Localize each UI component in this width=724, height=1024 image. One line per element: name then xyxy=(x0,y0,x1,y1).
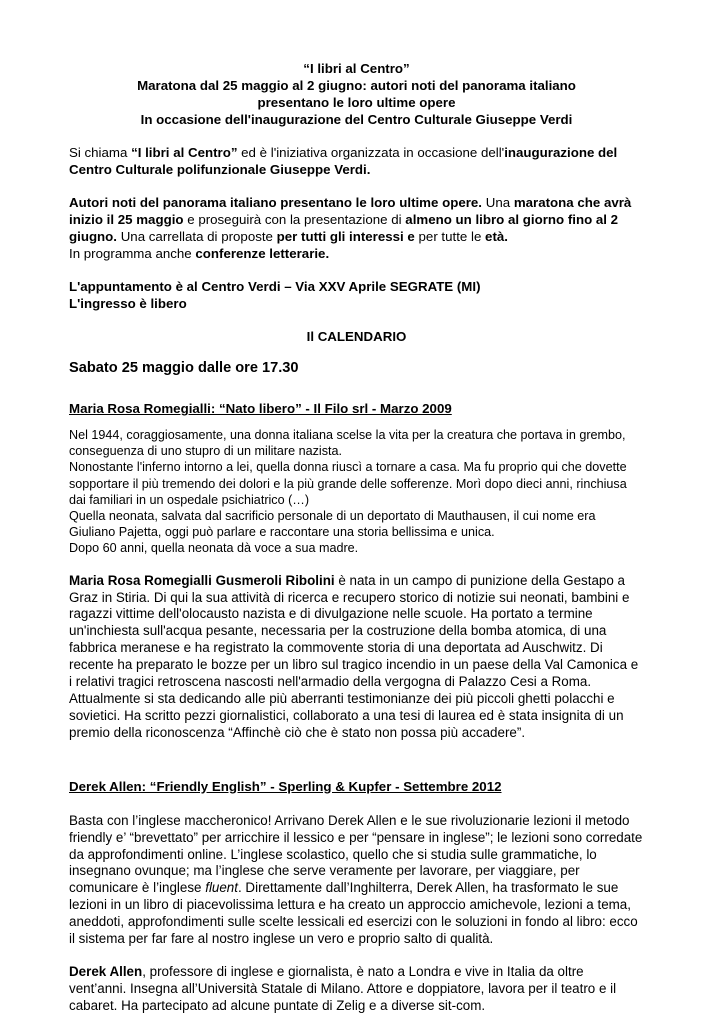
book2-author-bio xyxy=(69,964,644,1015)
intro-text: ed è l'iniziativa organizzata in occasione dell' xyxy=(237,145,505,160)
intro-bold: “I libri al Centro” xyxy=(131,145,238,160)
book1-desc-line: Nonostante l'inferno intorno a lei, quella donna riuscì a tornare a casa. Ma fu proprio qui che dovette sopportare il più tremendo dei dolori e la più grande delle sofferenze. Morì dopo dieci anni, rinchiusa dai familiari in un ospedale psichiatrico (…) xyxy=(69,460,627,507)
intro-bold: età. xyxy=(485,229,508,244)
intro-text: e proseguirà con la presentazione di xyxy=(183,212,406,227)
document-page xyxy=(69,60,644,1015)
book2-desc-text: . Direttamente dall’Inghilterra, Derek Allen, ha trasformato le sue lezioni in un libro di piacevolissima lettura e ha creato un approccio amichevole, lezioni a tema, aneddoti, approfondimenti sulle scelte lessicali ed esercizi con le soluzioni in fondo al libro: ecco il sistema per far fare al nostro inglese un vero e proprio salto di qualità. xyxy=(69,880,638,947)
book1-desc-line: Dopo 60 anni, quella neonata dà voce a sua madre. xyxy=(69,541,359,556)
calendar-date: Sabato 25 maggio dalle ore 17.30 xyxy=(69,360,299,376)
book2-title: Derek Allen: “Friendly English” - Sperling & Kupfer - Settembre 2012 xyxy=(69,778,502,794)
book1-title: Maria Rosa Romegialli: “Nato libero” - Il Filo srl - Marzo 2009 xyxy=(69,401,452,416)
venue-line: L'appuntamento è al Centro Verdi – Via XXV Aprile SEGRATE (MI) xyxy=(69,279,481,294)
intro-text: Una carrellata di proposte xyxy=(117,229,277,244)
book2-author-name: Derek Allen xyxy=(69,963,143,979)
intro-paragraph-1 xyxy=(69,144,644,178)
book2-desc-text: Basta con l’inglese maccheronico! Arrivano Derek Allen e le sue rivoluzionarie lezioni il metodo friendly e’ “brevettato” per arricchire il lessico e per “pensare in inglese”; le lezioni sono corredate da approfondimenti online. L’inglese scolastico, quello che si studia sulle grammatiche, lo insegnano ovunque; ma l’inglese che serve veramente per lavorare, per viaggiare, per comunicare è l’inglese xyxy=(69,812,643,896)
header-subtitle-3: In occasione dell'inaugurazione del Centro Culturale Giuseppe Verdi xyxy=(140,112,573,127)
book1-author-name: Maria Rosa Romegialli Gusmeroli Ribolini xyxy=(69,572,335,588)
intro-text: Una xyxy=(482,195,514,210)
book2-author-text: , professore di inglese e giornalista, è nato a Londra e vive in Italia da oltre vent’anni. Insegna all’Università Statale di Milano. Attore e doppiatore, lavora per il teatro e il cabaret. Ha partecipato ad alcune puntate di Zelig e a diverse sit-com. xyxy=(69,963,617,1013)
calendar-title: Il CALENDARIO xyxy=(306,329,407,344)
header-subtitle-2: presentano le loro ultime opere xyxy=(257,95,456,110)
intro-text: Si chiama xyxy=(69,145,132,160)
book1-description xyxy=(69,427,644,557)
intro-paragraph-2 xyxy=(69,194,644,262)
book1-author-text: è nata in un campo di punizione della Gestapo a Graz in Stiria. Di qui la sua attività di ricerca e recupero storico di notizie sui neonati, bambini e ragazzi vittime dell'olocausto nazista e di divulgazione nelle scuole. Ha portato a termine un'inchiesta sull'acqua pesante, necessaria per la costruzione della bomba atomica, di una fabbrica meranese e ha registrato la commovente storia di una deportata ad Auschwitz. Di recente ha preparato le bozze per un libro sul tragico incendio in un paese della Val Camonica e i relativi tragici retroscena nascosti nell'armadio della vergogna di Palazzo Cesi a Roma. Attualmente si sta dedicando alle più aberranti testimonianze dei più piccoli ghetti polacchi e sovietici. Ha scritto pezzi giornalistici, collaborato a una tesi di laurea ed è stata insignita di un premio della riconoscenza “Affinchè ciò che è stato non possa più accadere”. xyxy=(69,572,639,740)
intro-paragraph-3 xyxy=(69,278,644,312)
intro-bold: per tutti gli interessi e xyxy=(276,229,415,244)
book2-description xyxy=(69,813,644,948)
book2-desc-italic: fluent xyxy=(205,880,238,896)
header-title: “I libri al Centro” xyxy=(303,61,410,76)
book1-desc-line: Nel 1944, coraggiosamente, una donna italiana scelse la vita per la creatura che portava in grembo, conseguenza di uno stupro di un militare nazista. xyxy=(69,428,626,459)
intro-bold: inaugurazione del Centro Culturale polifunzionale Giuseppe Verdi. xyxy=(69,145,618,177)
intro-bold: Autori noti del panorama italiano presentano le loro ultime opere. xyxy=(69,195,483,210)
intro-text: per tutte le xyxy=(414,229,486,244)
document-header xyxy=(69,60,644,128)
intro-bold: conferenze letterarie. xyxy=(195,246,330,261)
book1-desc-line: Quella neonata, salvata dal sacrificio personale di un deportato di Mauthausen, il cui nome era Giuliano Pajetta, oggi può parlare e raccontare una storia bellissima e unica. xyxy=(69,509,596,540)
header-subtitle-1: Maratona dal 25 maggio al 2 giugno: autori noti del panorama italiano xyxy=(137,78,576,93)
entry-line: L'ingresso è libero xyxy=(69,296,187,311)
book1-author-bio xyxy=(69,573,644,742)
intro-bold: almeno un libro al giorno fino al 2 giugno. xyxy=(69,212,619,244)
intro-bold: maratona che avrà inizio il 25 maggio xyxy=(69,195,632,227)
intro-text: In programma anche xyxy=(69,246,196,261)
